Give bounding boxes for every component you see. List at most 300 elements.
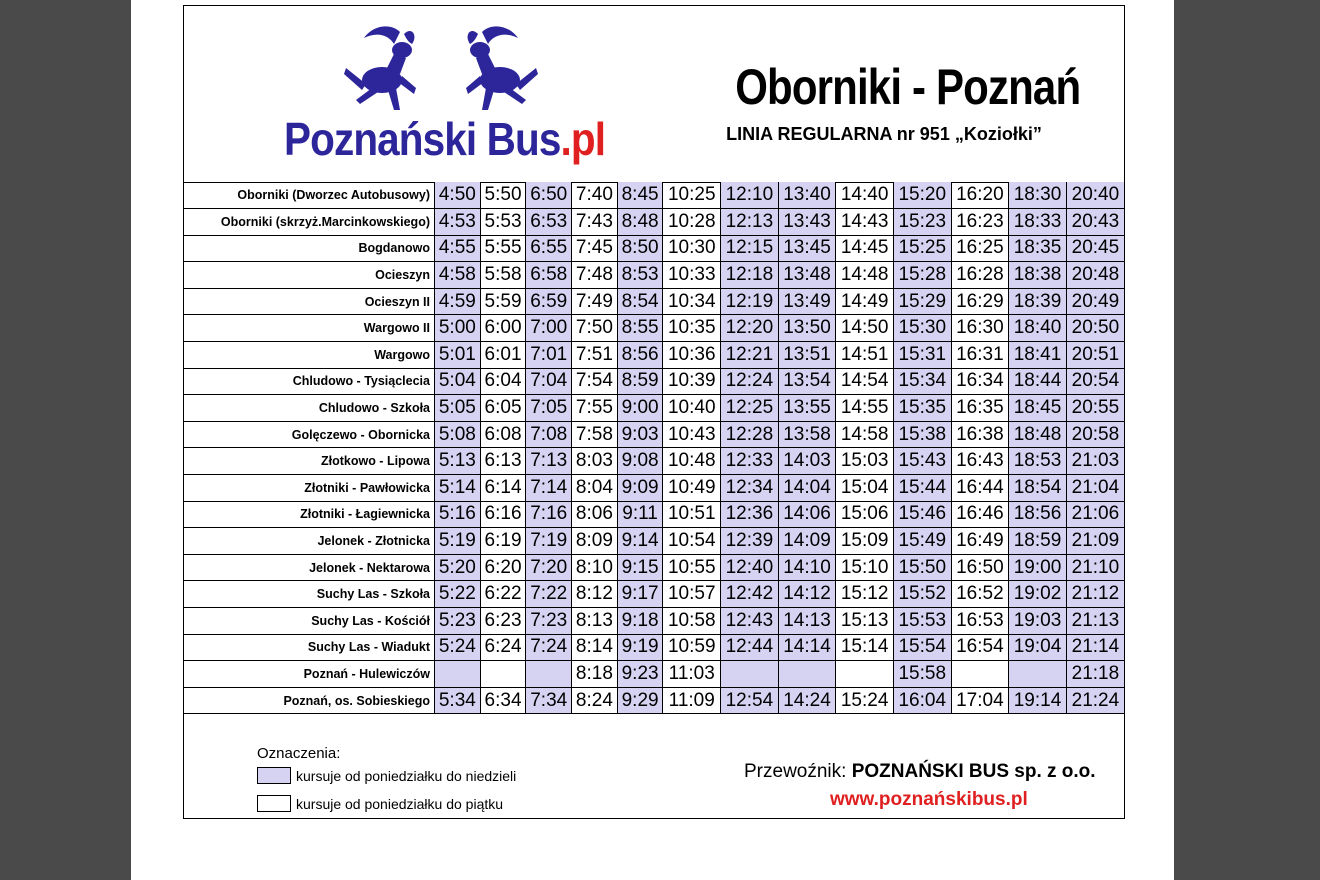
departure-time: 16:20	[951, 182, 1009, 209]
departure-time: 16:54	[951, 634, 1009, 661]
departure-time: 7:50	[572, 315, 618, 342]
departure-time: 16:28	[951, 262, 1009, 289]
legend-daily-text: kursuje od poniedziałku do niedzieli	[296, 768, 517, 784]
table-row	[184, 554, 1124, 581]
departure-time: 21:13	[1066, 608, 1124, 635]
departure-time: 15:54	[893, 634, 951, 661]
departure-time: 18:53	[1009, 448, 1067, 475]
departure-time: 8:06	[572, 501, 618, 528]
departure-time: 9:14	[617, 528, 663, 555]
departure-time: 18:56	[1009, 501, 1067, 528]
departure-time: 10:33	[663, 262, 721, 289]
departure-time: 14:58	[836, 421, 894, 448]
stop-name: Złotniki - Pawłowicka	[184, 475, 435, 502]
departure-time: 7:45	[572, 235, 618, 262]
departure-time: 13:58	[778, 421, 836, 448]
departure-time: 15:44	[893, 475, 951, 502]
departure-time: 8:18	[572, 661, 618, 688]
departure-time: 17:04	[951, 687, 1009, 714]
departure-time: 15:35	[893, 395, 951, 422]
departure-time: 8:03	[572, 448, 618, 475]
departure-time: 18:59	[1009, 528, 1067, 555]
departure-time: 15:52	[893, 581, 951, 608]
departure-time: 15:31	[893, 342, 951, 369]
departure-time: 12:18	[721, 262, 779, 289]
departure-time: 15:09	[836, 528, 894, 555]
departure-time: 18:35	[1009, 235, 1067, 262]
departure-time: 13:54	[778, 368, 836, 395]
departure-time: 7:48	[572, 262, 618, 289]
departure-time: 12:40	[721, 554, 779, 581]
departure-time: 13:50	[778, 315, 836, 342]
departure-time: 21:24	[1066, 687, 1124, 714]
departure-time: 18:48	[1009, 421, 1067, 448]
departure-time: 10:43	[663, 421, 721, 448]
table-row	[184, 262, 1124, 289]
departure-time: 7:24	[526, 634, 572, 661]
departure-time: 14:12	[778, 581, 836, 608]
departure-time: 16:44	[951, 475, 1009, 502]
departure-time: 10:25	[663, 182, 721, 209]
departure-time: 15:49	[893, 528, 951, 555]
departure-time: 8:55	[617, 315, 663, 342]
departure-time: 4:53	[435, 209, 481, 236]
stop-name: Suchy Las - Szkoła	[184, 581, 435, 608]
stop-name: Jelonek - Złotnicka	[184, 528, 435, 555]
departure-time	[1009, 661, 1067, 688]
departure-time: 8:48	[617, 209, 663, 236]
table-row	[184, 368, 1124, 395]
departure-time: 6:14	[480, 475, 526, 502]
stop-name: Suchy Las - Kościół	[184, 608, 435, 635]
departure-time: 19:03	[1009, 608, 1067, 635]
departure-time: 18:30	[1009, 182, 1067, 209]
departure-time: 20:43	[1066, 209, 1124, 236]
departure-time: 10:57	[663, 581, 721, 608]
departure-time: 6:04	[480, 368, 526, 395]
departure-time: 14:54	[836, 368, 894, 395]
departure-time: 15:04	[836, 475, 894, 502]
departure-time: 5:34	[435, 687, 481, 714]
departure-time: 16:35	[951, 395, 1009, 422]
departure-time: 19:14	[1009, 687, 1067, 714]
departure-time: 14:48	[836, 262, 894, 289]
departure-time: 16:30	[951, 315, 1009, 342]
departure-time: 18:45	[1009, 395, 1067, 422]
departure-time: 14:04	[778, 475, 836, 502]
departure-time: 20:48	[1066, 262, 1124, 289]
departure-time: 16:38	[951, 421, 1009, 448]
carrier-label: Przewoźnik:	[744, 761, 847, 782]
departure-time: 7:58	[572, 421, 618, 448]
departure-time: 15:23	[893, 209, 951, 236]
brand-logo	[284, 24, 604, 174]
departure-time: 16:49	[951, 528, 1009, 555]
departure-time: 15:28	[893, 262, 951, 289]
departure-time: 18:54	[1009, 475, 1067, 502]
departure-time: 21:04	[1066, 475, 1124, 502]
stop-name: Suchy Las - Wiadukt	[184, 634, 435, 661]
departure-time: 8:04	[572, 475, 618, 502]
stop-name: Oborniki (Dworzec Autobusowy)	[184, 182, 435, 209]
departure-time: 4:50	[435, 182, 481, 209]
departure-time: 10:30	[663, 235, 721, 262]
table-row	[184, 288, 1124, 315]
departure-time: 14:13	[778, 608, 836, 635]
departure-time	[951, 661, 1009, 688]
departure-time: 10:40	[663, 395, 721, 422]
departure-time: 20:40	[1066, 182, 1124, 209]
departure-time: 12:24	[721, 368, 779, 395]
departure-time: 15:13	[836, 608, 894, 635]
departure-time: 15:14	[836, 634, 894, 661]
departure-time: 5:05	[435, 395, 481, 422]
departure-time: 10:48	[663, 448, 721, 475]
departure-time: 16:50	[951, 554, 1009, 581]
departure-time: 12:33	[721, 448, 779, 475]
departure-time: 6:13	[480, 448, 526, 475]
brand-name-text: Poznański Bus	[284, 113, 561, 165]
table-row	[184, 395, 1124, 422]
departure-time: 9:17	[617, 581, 663, 608]
departure-time: 14:45	[836, 235, 894, 262]
departure-time: 6:24	[480, 634, 526, 661]
departure-time: 21:14	[1066, 634, 1124, 661]
departure-time: 12:39	[721, 528, 779, 555]
departure-time: 14:14	[778, 634, 836, 661]
legend-weekdays-swatch	[257, 795, 291, 812]
departure-time: 12:42	[721, 581, 779, 608]
stop-name: Jelonek - Nektarowa	[184, 554, 435, 581]
legend-weekdays-text: kursuje od poniedziałku do piątku	[296, 796, 504, 812]
departure-time: 14:10	[778, 554, 836, 581]
table-row	[184, 235, 1124, 262]
legend-daily-swatch	[257, 767, 291, 784]
departure-time: 9:11	[617, 501, 663, 528]
goat-icon	[462, 24, 540, 116]
departure-time: 6:05	[480, 395, 526, 422]
departure-time: 8:12	[572, 581, 618, 608]
departure-time: 7:08	[526, 421, 572, 448]
departure-time: 8:54	[617, 288, 663, 315]
departure-time: 5:16	[435, 501, 481, 528]
table-row	[184, 687, 1124, 714]
timetable-table	[184, 182, 1124, 714]
footer	[184, 737, 1124, 819]
departure-time: 10:28	[663, 209, 721, 236]
departure-time: 12:25	[721, 395, 779, 422]
departure-time: 9:19	[617, 634, 663, 661]
departure-time: 20:54	[1066, 368, 1124, 395]
departure-time: 9:15	[617, 554, 663, 581]
table-row	[184, 501, 1124, 528]
departure-time: 15:58	[893, 661, 951, 688]
departure-time: 16:52	[951, 581, 1009, 608]
departure-time: 21:09	[1066, 528, 1124, 555]
departure-time: 12:28	[721, 421, 779, 448]
departure-time: 18:41	[1009, 342, 1067, 369]
departure-time: 7:22	[526, 581, 572, 608]
departure-time: 8:09	[572, 528, 618, 555]
departure-time: 7:49	[572, 288, 618, 315]
departure-time: 8:14	[572, 634, 618, 661]
departure-time: 14:09	[778, 528, 836, 555]
departure-time: 6:53	[526, 209, 572, 236]
departure-time: 8:13	[572, 608, 618, 635]
departure-time: 14:55	[836, 395, 894, 422]
departure-time: 7:54	[572, 368, 618, 395]
departure-time: 5:04	[435, 368, 481, 395]
departure-time: 21:03	[1066, 448, 1124, 475]
table-row	[184, 581, 1124, 608]
departure-time: 19:00	[1009, 554, 1067, 581]
departure-time: 20:51	[1066, 342, 1124, 369]
departure-time: 20:50	[1066, 315, 1124, 342]
departure-time: 10:58	[663, 608, 721, 635]
carrier-name: POZNAŃSKI BUS sp. z o.o.	[851, 761, 1096, 782]
departure-time: 13:49	[778, 288, 836, 315]
table-row	[184, 421, 1124, 448]
table-row	[184, 342, 1124, 369]
departure-time: 12:54	[721, 687, 779, 714]
departure-time: 9:09	[617, 475, 663, 502]
departure-time: 5:55	[480, 235, 526, 262]
departure-time: 7:14	[526, 475, 572, 502]
departure-time: 18:33	[1009, 209, 1067, 236]
departure-time: 14:24	[778, 687, 836, 714]
departure-time: 14:51	[836, 342, 894, 369]
departure-time: 14:40	[836, 182, 894, 209]
stop-name: Poznań - Hulewiczów	[184, 661, 435, 688]
departure-time: 20:58	[1066, 421, 1124, 448]
departure-time: 16:23	[951, 209, 1009, 236]
departure-time: 5:00	[435, 315, 481, 342]
departure-time: 4:59	[435, 288, 481, 315]
departure-time: 12:36	[721, 501, 779, 528]
departure-time: 9:08	[617, 448, 663, 475]
departure-time: 5:13	[435, 448, 481, 475]
departure-time	[778, 661, 836, 688]
departure-time: 13:55	[778, 395, 836, 422]
departure-time: 7:19	[526, 528, 572, 555]
departure-time: 5:08	[435, 421, 481, 448]
timetable-sheet	[183, 5, 1125, 819]
departure-time: 11:03	[663, 661, 721, 688]
departure-time: 7:05	[526, 395, 572, 422]
departure-time: 12:21	[721, 342, 779, 369]
right-margin	[1174, 0, 1320, 880]
departure-time: 12:20	[721, 315, 779, 342]
departure-time: 6:58	[526, 262, 572, 289]
departure-time: 8:50	[617, 235, 663, 262]
timetable-body	[184, 182, 1124, 714]
departure-time: 16:34	[951, 368, 1009, 395]
departure-time: 5:53	[480, 209, 526, 236]
header	[184, 6, 1124, 183]
departure-time: 12:13	[721, 209, 779, 236]
table-row	[184, 608, 1124, 635]
departure-time	[480, 661, 526, 688]
departure-time: 10:39	[663, 368, 721, 395]
departure-time: 15:20	[893, 182, 951, 209]
departure-time: 18:40	[1009, 315, 1067, 342]
goat-icon	[342, 24, 420, 116]
departure-time: 7:16	[526, 501, 572, 528]
departure-time: 5:59	[480, 288, 526, 315]
departure-time: 7:01	[526, 342, 572, 369]
left-margin	[0, 0, 131, 880]
stop-name: Złotkowo - Lipowa	[184, 448, 435, 475]
departure-time: 16:46	[951, 501, 1009, 528]
departure-time: 8:53	[617, 262, 663, 289]
departure-time: 10:36	[663, 342, 721, 369]
stop-name: Wargowo	[184, 342, 435, 369]
departure-time: 15:30	[893, 315, 951, 342]
table-row	[184, 661, 1124, 688]
departure-time: 8:24	[572, 687, 618, 714]
table-row	[184, 634, 1124, 661]
departure-time: 18:39	[1009, 288, 1067, 315]
departure-time: 6:00	[480, 315, 526, 342]
departure-time: 13:43	[778, 209, 836, 236]
departure-time: 5:50	[480, 182, 526, 209]
departure-time: 12:15	[721, 235, 779, 262]
departure-time: 6:19	[480, 528, 526, 555]
table-row	[184, 209, 1124, 236]
table-row	[184, 182, 1124, 209]
departure-time: 8:45	[617, 182, 663, 209]
departure-time: 16:25	[951, 235, 1009, 262]
stop-name: Wargowo II	[184, 315, 435, 342]
departure-time: 9:03	[617, 421, 663, 448]
departure-time: 6:50	[526, 182, 572, 209]
line-subtitle: LINIA REGULARNA nr 951 „Koziołki”	[726, 124, 1042, 144]
departure-time: 7:13	[526, 448, 572, 475]
departure-time: 10:51	[663, 501, 721, 528]
departure-time: 6:16	[480, 501, 526, 528]
departure-time: 15:10	[836, 554, 894, 581]
departure-time: 8:56	[617, 342, 663, 369]
brand-name	[284, 112, 606, 166]
departure-time: 10:55	[663, 554, 721, 581]
departure-time: 19:04	[1009, 634, 1067, 661]
departure-time: 6:34	[480, 687, 526, 714]
departure-time: 14:03	[778, 448, 836, 475]
departure-time: 20:55	[1066, 395, 1124, 422]
table-row	[184, 448, 1124, 475]
departure-time: 16:29	[951, 288, 1009, 315]
table-row	[184, 475, 1124, 502]
departure-time: 15:12	[836, 581, 894, 608]
departure-time: 6:22	[480, 581, 526, 608]
departure-time: 21:06	[1066, 501, 1124, 528]
departure-time: 15:06	[836, 501, 894, 528]
stop-name: Chludowo - Tysiąclecia	[184, 368, 435, 395]
stop-name: Golęczewo - Obornicka	[184, 421, 435, 448]
departure-time: 4:58	[435, 262, 481, 289]
departure-time: 7:23	[526, 608, 572, 635]
departure-time	[526, 661, 572, 688]
stop-name: Oborniki (skrzyż.Marcinkowskiego)	[184, 209, 435, 236]
departure-time: 15:25	[893, 235, 951, 262]
departure-time: 6:01	[480, 342, 526, 369]
departure-time: 7:20	[526, 554, 572, 581]
departure-time: 15:50	[893, 554, 951, 581]
departure-time: 15:53	[893, 608, 951, 635]
departure-time: 13:45	[778, 235, 836, 262]
carrier-website: www.poznańskibus.pl	[830, 789, 1028, 810]
departure-time: 5:14	[435, 475, 481, 502]
departure-time: 4:55	[435, 235, 481, 262]
departure-time: 9:00	[617, 395, 663, 422]
departure-time: 15:34	[893, 368, 951, 395]
departure-time: 8:10	[572, 554, 618, 581]
departure-time: 10:49	[663, 475, 721, 502]
departure-time: 21:12	[1066, 581, 1124, 608]
departure-time: 5:19	[435, 528, 481, 555]
departure-time: 15:43	[893, 448, 951, 475]
legend-title: Oznaczenia:	[257, 745, 341, 762]
departure-time: 16:31	[951, 342, 1009, 369]
departure-time: 10:34	[663, 288, 721, 315]
table-row	[184, 315, 1124, 342]
departure-time: 12:34	[721, 475, 779, 502]
departure-time: 6:59	[526, 288, 572, 315]
departure-time: 5:22	[435, 581, 481, 608]
departure-time: 5:23	[435, 608, 481, 635]
departure-time: 7:00	[526, 315, 572, 342]
departure-time: 16:43	[951, 448, 1009, 475]
departure-time: 20:45	[1066, 235, 1124, 262]
stop-name: Ocieszyn II	[184, 288, 435, 315]
departure-time: 6:20	[480, 554, 526, 581]
departure-time: 14:43	[836, 209, 894, 236]
departure-time: 18:38	[1009, 262, 1067, 289]
departure-time: 5:01	[435, 342, 481, 369]
departure-time: 21:10	[1066, 554, 1124, 581]
departure-time: 21:18	[1066, 661, 1124, 688]
departure-time: 16:53	[951, 608, 1009, 635]
departure-time: 13:48	[778, 262, 836, 289]
departure-time: 5:24	[435, 634, 481, 661]
departure-time: 5:58	[480, 262, 526, 289]
departure-time: 15:03	[836, 448, 894, 475]
departure-time: 19:02	[1009, 581, 1067, 608]
departure-time: 10:35	[663, 315, 721, 342]
table-row	[184, 528, 1124, 555]
departure-time: 6:08	[480, 421, 526, 448]
departure-time: 6:23	[480, 608, 526, 635]
departure-time: 14:06	[778, 501, 836, 528]
departure-time: 15:24	[836, 687, 894, 714]
departure-time: 11:09	[663, 687, 721, 714]
departure-time: 14:50	[836, 315, 894, 342]
departure-time: 12:10	[721, 182, 779, 209]
departure-time: 15:38	[893, 421, 951, 448]
departure-time: 20:49	[1066, 288, 1124, 315]
departure-time: 7:34	[526, 687, 572, 714]
stop-name: Złotniki - Łagiewnicka	[184, 501, 435, 528]
departure-time: 10:59	[663, 634, 721, 661]
brand-suffix: .pl	[560, 113, 606, 165]
departure-time: 14:49	[836, 288, 894, 315]
departure-time: 7:40	[572, 182, 618, 209]
departure-time: 6:55	[526, 235, 572, 262]
departure-time: 13:40	[778, 182, 836, 209]
stop-name: Poznań, os. Sobieskiego	[184, 687, 435, 714]
departure-time: 12:19	[721, 288, 779, 315]
departure-time: 16:04	[893, 687, 951, 714]
